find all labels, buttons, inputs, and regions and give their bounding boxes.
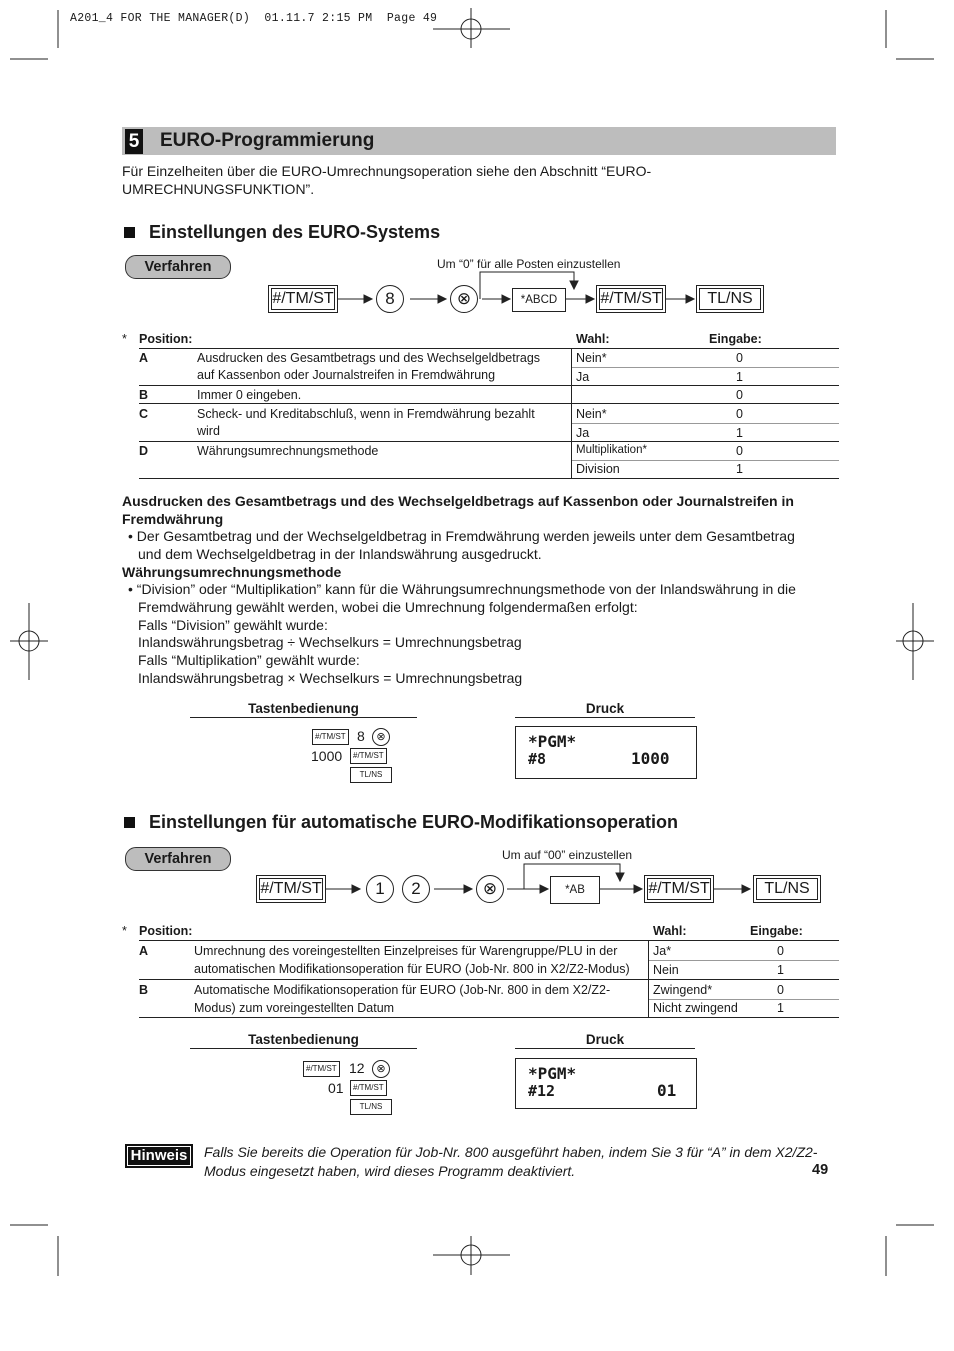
row-choice: Nein*: [576, 407, 607, 421]
tl-ns-key[interactable]: TL/NS: [696, 285, 764, 313]
value-entry-box: *AB: [550, 876, 600, 904]
key-sequence-number: 8: [357, 728, 365, 744]
intro-line-2: UMRECHNUNGSFUNKTION”.: [122, 181, 315, 197]
row-description: automatischen Modifikationsoperation für EURO (Job-Nr. 800 in X2/Z2-Modus): [194, 962, 630, 976]
row-entry: 1: [777, 1001, 784, 1015]
explain-text: • Der Gesamtbetrag und der Wechselgeldbetrag in Fremdwährung werden jeweils unter dem Gesamtbetrag: [128, 528, 795, 544]
explain-title: Ausdrucken des Gesamtbetrags und des Wechselgeldbetrags auf Kassenbon oder Journalstreifen in: [122, 493, 794, 509]
explain-text: Fremdwährung gewählt werden, wobei die Umrechnung folgendermaßen erfolgt:: [138, 599, 638, 615]
row-choice: Division: [576, 462, 620, 476]
row-choice: Nicht zwingend: [653, 1001, 738, 1015]
note-text: Falls Sie bereits die Operation für Job-Nr. 800 ausgeführt haben, indem Sie 3 für “A” in dem X2/Z2-: [204, 1144, 818, 1160]
receipt-line: #12: [528, 1082, 556, 1100]
row-description: Währungsumrechnungsmethode: [197, 444, 379, 458]
key-sequence-number: 01: [328, 1080, 344, 1096]
row-choice: Nein*: [576, 351, 607, 365]
keys-label: Tastenbedienung: [248, 701, 359, 716]
receipt-line: *PGM*: [528, 1064, 577, 1083]
tm-st-key[interactable]: #/TM/ST: [644, 875, 714, 903]
section-title: EURO-Programmierung: [160, 130, 375, 151]
row-choice: Ja*: [653, 944, 672, 958]
value-entry-box: *ABCD: [512, 288, 566, 312]
explain-text: Falls “Division” gewählt wurde:: [138, 617, 328, 633]
note-text: Modus eingesetzt haben, wird dieses Programm deaktiviert.: [204, 1163, 576, 1179]
row-choice: Ja: [576, 426, 590, 440]
explain-title: Fremdwährung: [122, 511, 224, 527]
tm-st-key[interactable]: #/TM/ST: [303, 1061, 340, 1077]
row-entry: 1: [777, 963, 784, 977]
row-entry: 0: [736, 351, 743, 365]
tl-ns-key[interactable]: TL/NS: [350, 1099, 392, 1115]
footnote-star: *: [122, 332, 127, 346]
row-description: auf Kassenbon oder Journalstreifen in Fremdwährung: [197, 368, 496, 382]
row-entry: 0: [777, 983, 784, 997]
receipt-line: *PGM*: [528, 732, 577, 751]
receipt-line: 01: [657, 1081, 677, 1100]
print-header: A201_4 FOR THE MANAGER(D) 01.11.7 2:15 PM Page 49: [70, 12, 438, 25]
receipt-display: [515, 1058, 697, 1109]
page-number: 49: [812, 1162, 829, 1178]
row-choice: Ja: [576, 370, 590, 384]
row-position: A: [139, 944, 149, 958]
procedure-note: Um auf “00” einzustellen: [502, 848, 633, 862]
row-position: A: [139, 351, 149, 365]
procedure-label: Verfahren: [125, 847, 231, 871]
part1-heading: Einstellungen des EURO-Systems: [149, 222, 441, 242]
col-position-header: Position:: [139, 332, 193, 346]
row-description: Automatische Modifikationsoperation für EURO (Job-Nr. 800 in dem X2/Z2-: [194, 983, 611, 997]
key-sequence-number: 12: [349, 1060, 365, 1076]
col-choice-header: Wahl:: [576, 332, 610, 346]
print-label: Druck: [585, 1032, 625, 1047]
row-description: Ausdrucken des Gesamtbetrags und des Wechselgeldbetrags: [197, 351, 541, 365]
multiply-key[interactable]: ⊗: [372, 728, 390, 746]
tm-st-key[interactable]: #/TM/ST: [268, 285, 338, 313]
row-entry: 0: [736, 444, 743, 458]
receipt-line: 1000: [631, 749, 670, 768]
explain-title: Währungsumrechnungsmethode: [122, 564, 342, 580]
footnote-star: *: [122, 924, 127, 938]
key-sequence-number: 1000: [311, 748, 343, 764]
multiply-key[interactable]: ⊗: [372, 1060, 390, 1078]
col-position-header: Position:: [139, 924, 193, 938]
row-entry: 0: [777, 944, 784, 958]
explain-text: Inlandswährungsbetrag × Wechselkurs = Umrechnungsbetrag: [138, 670, 523, 686]
tm-st-key[interactable]: #/TM/ST: [312, 729, 349, 745]
row-choice: Multiplikation*: [576, 444, 647, 456]
row-description: wird: [197, 424, 220, 438]
tm-st-key[interactable]: #/TM/ST: [350, 1080, 387, 1096]
row-entry: 1: [736, 462, 743, 476]
row-position: B: [139, 983, 149, 997]
multiply-key[interactable]: ⊗: [450, 285, 478, 313]
row-position: C: [139, 407, 149, 421]
col-entry-header: Eingabe:: [750, 924, 803, 938]
row-choice: Nein: [653, 963, 679, 977]
explain-text: • “Division” oder “Multiplikation” kann für die Währungsumrechnungsmethode von der Inlandswährung in die: [128, 581, 796, 597]
row-position: B: [139, 388, 149, 402]
digit-1-key[interactable]: 1: [366, 875, 394, 903]
digit-8-key[interactable]: 8: [376, 285, 404, 313]
explain-text: Inlandswährungsbetrag ÷ Wechselkurs = Umrechnungsbetrag: [138, 634, 522, 650]
note-label: Hinweis: [125, 1144, 193, 1168]
col-choice-header: Wahl:: [653, 924, 687, 938]
multiply-key[interactable]: ⊗: [476, 875, 504, 903]
row-description: Immer 0 eingeben.: [197, 388, 302, 402]
tl-ns-key[interactable]: TL/NS: [350, 767, 392, 783]
row-entry: 0: [736, 388, 743, 402]
row-position: D: [139, 444, 149, 458]
explain-text: Falls “Multiplikation” gewählt wurde:: [138, 652, 360, 668]
part2-heading: Einstellungen für automatische EURO-Modifikationsoperation: [149, 812, 679, 832]
tm-st-key[interactable]: #/TM/ST: [350, 748, 387, 764]
tl-ns-key[interactable]: TL/NS: [753, 875, 821, 903]
procedure-note: Um “0” für alle Posten einzustellen: [437, 257, 621, 271]
procedure-label: Verfahren: [125, 255, 231, 279]
row-entry: 0: [736, 407, 743, 421]
print-label: Druck: [585, 701, 625, 716]
receipt-line: #8: [528, 750, 547, 768]
row-entry: 1: [736, 370, 743, 384]
explain-text: und dem Wechselgeldbetrag in der Inlandswährung ausgedruckt.: [138, 546, 542, 562]
row-choice: Zwingend*: [653, 983, 713, 997]
tm-st-key[interactable]: #/TM/ST: [256, 875, 326, 903]
row-entry: 1: [736, 426, 743, 440]
intro-line-1: Für Einzelheiten über die EURO-Umrechnungsoperation siehe den Abschnitt “EURO-: [122, 163, 652, 179]
row-description: Umrechnung des voreingestellten Einzelpreises für Warengruppe/PLU in der: [194, 944, 618, 958]
col-entry-header: Eingabe:: [709, 332, 762, 346]
row-description: Scheck- und Kreditabschluß, wenn in Fremdwährung bezahlt: [197, 407, 535, 421]
row-description: Modus) zum voreingestellten Datum: [194, 1001, 395, 1015]
tm-st-key[interactable]: #/TM/ST: [596, 285, 666, 313]
keys-label: Tastenbedienung: [248, 1032, 359, 1047]
section-number: 5: [125, 129, 143, 154]
digit-2-key[interactable]: 2: [402, 875, 430, 903]
